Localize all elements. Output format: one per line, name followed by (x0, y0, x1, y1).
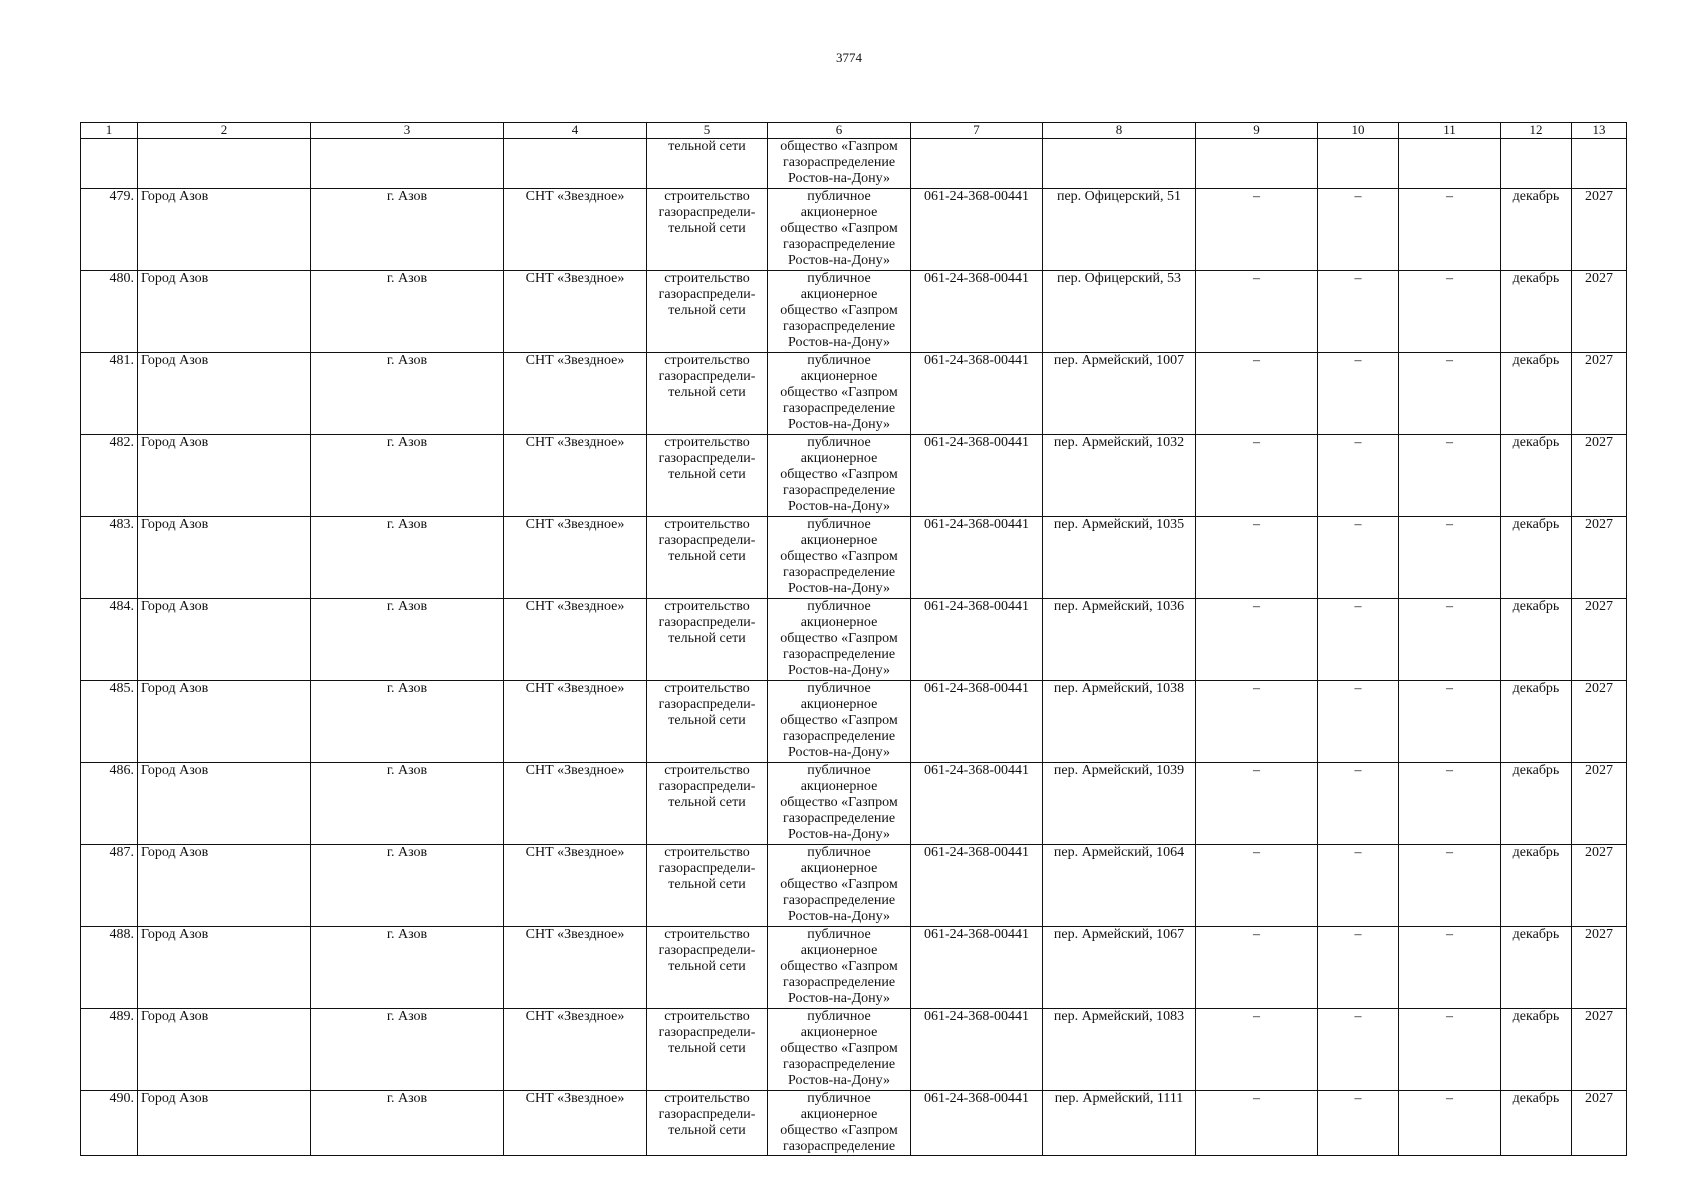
cell-col10: – (1318, 435, 1399, 517)
table-row (81, 599, 1627, 681)
cell-month: декабрь (1501, 517, 1572, 599)
cell-month: декабрь (1501, 681, 1572, 763)
cell-address: пер. Армейский, 1064 (1043, 845, 1196, 927)
column-header-3: 3 (311, 123, 504, 139)
table-row (81, 353, 1627, 435)
cell-code: 061-24-368-00441 (911, 271, 1043, 353)
column-header-2: 2 (138, 123, 311, 139)
cell-col11: – (1399, 435, 1501, 517)
cell-address: пер. Армейский, 1032 (1043, 435, 1196, 517)
table-row (81, 927, 1627, 1009)
cell-municipality: Город Азов (138, 435, 311, 517)
cell-address: пер. Армейский, 1111 (1043, 1091, 1196, 1156)
cell-month: декабрь (1501, 845, 1572, 927)
cell-settlement: г. Азов (311, 927, 504, 1009)
cell-municipality: Город Азов (138, 353, 311, 435)
cell-snt: СНТ «Звездное» (504, 271, 647, 353)
cell-code: 061-24-368-00441 (911, 927, 1043, 1009)
table-row (81, 435, 1627, 517)
cell-year: 2027 (1572, 1091, 1627, 1156)
cell-month: декабрь (1501, 435, 1572, 517)
cell-num: 482. (81, 435, 138, 517)
cell-col9: – (1196, 599, 1318, 681)
cell-month (1501, 139, 1572, 189)
cell-work: строительство газораспредели-тельной сети (647, 1009, 768, 1091)
cell-year: 2027 (1572, 189, 1627, 271)
cell-num: 479. (81, 189, 138, 271)
cell-year: 2027 (1572, 353, 1627, 435)
cell-work: строительство газораспредели-тельной сети (647, 599, 768, 681)
cell-settlement (311, 139, 504, 189)
cell-settlement: г. Азов (311, 681, 504, 763)
cell-col11: – (1399, 763, 1501, 845)
cell-col11: – (1399, 189, 1501, 271)
table-header (81, 123, 1627, 139)
cell-work: строительство газораспредели-тельной сети (647, 763, 768, 845)
cell-address: пер. Армейский, 1039 (1043, 763, 1196, 845)
cell-col11: – (1399, 1009, 1501, 1091)
cell-col10 (1318, 139, 1399, 189)
cell-organization: публичное акционерное общество «Газпром газораспределение Ростов-на-Дону» (768, 1009, 911, 1091)
cell-col11 (1399, 139, 1501, 189)
column-header-13: 13 (1572, 123, 1627, 139)
cell-municipality (138, 139, 311, 189)
cell-settlement: г. Азов (311, 271, 504, 353)
cell-year: 2027 (1572, 763, 1627, 845)
cell-organization: публичное акционерное общество «Газпром газораспределение Ростов-на-Дону» (768, 271, 911, 353)
column-header-9: 9 (1196, 123, 1318, 139)
cell-year: 2027 (1572, 1009, 1627, 1091)
cell-num: 489. (81, 1009, 138, 1091)
cell-month: декабрь (1501, 353, 1572, 435)
table-row (81, 1009, 1627, 1091)
cell-organization: публичное акционерное общество «Газпром газораспределение Ростов-на-Дону» (768, 599, 911, 681)
table-row (81, 517, 1627, 599)
cell-organization: публичное акционерное общество «Газпром газораспределение Ростов-на-Дону» (768, 845, 911, 927)
cell-col9: – (1196, 353, 1318, 435)
cell-snt: СНТ «Звездное» (504, 599, 647, 681)
cell-municipality: Город Азов (138, 189, 311, 271)
cell-code: 061-24-368-00441 (911, 435, 1043, 517)
cell-snt: СНТ «Звездное» (504, 1091, 647, 1156)
cell-col11: – (1399, 599, 1501, 681)
cell-municipality: Город Азов (138, 1091, 311, 1156)
cell-work: строительство газораспредели-тельной сети (647, 517, 768, 599)
cell-col10: – (1318, 681, 1399, 763)
cell-code: 061-24-368-00441 (911, 1091, 1043, 1156)
cell-municipality: Город Азов (138, 763, 311, 845)
column-header-8: 8 (1043, 123, 1196, 139)
cell-month: декабрь (1501, 599, 1572, 681)
cell-snt: СНТ «Звездное» (504, 927, 647, 1009)
cell-col11: – (1399, 681, 1501, 763)
cell-municipality: Город Азов (138, 927, 311, 1009)
cell-month: декабрь (1501, 271, 1572, 353)
cell-work: строительство газораспредели-тельной сети (647, 681, 768, 763)
cell-work: строительство газораспредели-тельной сети (647, 189, 768, 271)
cell-code: 061-24-368-00441 (911, 517, 1043, 599)
cell-col9: – (1196, 1091, 1318, 1156)
cell-num (81, 139, 138, 189)
cell-settlement: г. Азов (311, 353, 504, 435)
cell-municipality: Город Азов (138, 599, 311, 681)
cell-snt: СНТ «Звездное» (504, 763, 647, 845)
cell-year: 2027 (1572, 927, 1627, 1009)
cell-address: пер. Армейский, 1038 (1043, 681, 1196, 763)
cell-settlement: г. Азов (311, 763, 504, 845)
cell-organization: публичное акционерное общество «Газпром газораспределение Ростов-на-Дону» (768, 763, 911, 845)
column-header-10: 10 (1318, 123, 1399, 139)
table-row (81, 681, 1627, 763)
cell-snt: СНТ «Звездное» (504, 435, 647, 517)
cell-col10: – (1318, 271, 1399, 353)
data-table (80, 122, 1627, 1156)
column-header-1: 1 (81, 123, 138, 139)
cell-col10: – (1318, 1091, 1399, 1156)
cell-work: строительство газораспредели-тельной сети (647, 435, 768, 517)
cell-work: тельной сети (647, 139, 768, 189)
page-number: 3774 (836, 50, 862, 65)
cell-settlement: г. Азов (311, 189, 504, 271)
cell-col10: – (1318, 763, 1399, 845)
cell-year: 2027 (1572, 845, 1627, 927)
cell-col10: – (1318, 353, 1399, 435)
cell-num: 488. (81, 927, 138, 1009)
cell-col10: – (1318, 189, 1399, 271)
cell-address: пер. Армейский, 1083 (1043, 1009, 1196, 1091)
cell-num: 480. (81, 271, 138, 353)
cell-col11: – (1399, 845, 1501, 927)
cell-municipality: Город Азов (138, 681, 311, 763)
cell-num: 485. (81, 681, 138, 763)
cell-month: декабрь (1501, 763, 1572, 845)
cell-settlement: г. Азов (311, 517, 504, 599)
cell-col11: – (1399, 927, 1501, 1009)
cell-work: строительство газораспредели-тельной сети (647, 353, 768, 435)
cell-col9: – (1196, 681, 1318, 763)
cell-col9: – (1196, 271, 1318, 353)
cell-work: строительство газораспредели-тельной сети (647, 845, 768, 927)
cell-num: 483. (81, 517, 138, 599)
cell-year: 2027 (1572, 517, 1627, 599)
cell-organization: публичное акционерное общество «Газпром газораспределение Ростов-на-Дону» (768, 681, 911, 763)
cell-num: 484. (81, 599, 138, 681)
cell-municipality: Город Азов (138, 845, 311, 927)
cell-col9 (1196, 139, 1318, 189)
column-header-5: 5 (647, 123, 768, 139)
cell-month: декабрь (1501, 1091, 1572, 1156)
cell-address (1043, 139, 1196, 189)
cell-settlement: г. Азов (311, 435, 504, 517)
cell-address: пер. Армейский, 1035 (1043, 517, 1196, 599)
column-header-12: 12 (1501, 123, 1572, 139)
cell-snt: СНТ «Звездное» (504, 1009, 647, 1091)
cell-col10: – (1318, 845, 1399, 927)
cell-col11: – (1399, 271, 1501, 353)
cell-month: декабрь (1501, 927, 1572, 1009)
cell-work: строительство газораспредели-тельной сети (647, 927, 768, 1009)
table-body (81, 139, 1627, 1156)
cell-work: строительство газораспредели-тельной сети (647, 271, 768, 353)
cell-month: декабрь (1501, 1009, 1572, 1091)
column-header-11: 11 (1399, 123, 1501, 139)
cell-num: 486. (81, 763, 138, 845)
cell-col10: – (1318, 927, 1399, 1009)
cell-municipality: Город Азов (138, 517, 311, 599)
cell-code: 061-24-368-00441 (911, 845, 1043, 927)
cell-col9: – (1196, 189, 1318, 271)
column-header-4: 4 (504, 123, 647, 139)
cell-snt: СНТ «Звездное» (504, 681, 647, 763)
cell-code: 061-24-368-00441 (911, 189, 1043, 271)
cell-code: 061-24-368-00441 (911, 1009, 1043, 1091)
cell-col11: – (1399, 517, 1501, 599)
cell-settlement: г. Азов (311, 1091, 504, 1156)
cell-col10: – (1318, 599, 1399, 681)
cell-col10: – (1318, 1009, 1399, 1091)
cell-year: 2027 (1572, 435, 1627, 517)
cell-organization: публичное акционерное общество «Газпром газораспределение Ростов-на-Дону» (768, 927, 911, 1009)
cell-address: пер. Офицерский, 51 (1043, 189, 1196, 271)
cell-col11: – (1399, 1091, 1501, 1156)
cell-organization: публичное акционерное общество «Газпром газораспределение Ростов-на-Дону» (768, 189, 911, 271)
cell-code: 061-24-368-00441 (911, 599, 1043, 681)
cell-col9: – (1196, 927, 1318, 1009)
cell-col9: – (1196, 517, 1318, 599)
cell-year: 2027 (1572, 681, 1627, 763)
table-row (81, 845, 1627, 927)
table-row (81, 189, 1627, 271)
cell-address: пер. Армейский, 1007 (1043, 353, 1196, 435)
cell-num: 487. (81, 845, 138, 927)
cell-code (911, 139, 1043, 189)
cell-month: декабрь (1501, 189, 1572, 271)
cell-address: пер. Армейский, 1036 (1043, 599, 1196, 681)
cell-code: 061-24-368-00441 (911, 763, 1043, 845)
cell-col9: – (1196, 845, 1318, 927)
cell-col10: – (1318, 517, 1399, 599)
cell-code: 061-24-368-00441 (911, 353, 1043, 435)
cell-col9: – (1196, 435, 1318, 517)
cell-organization: публичное акционерное общество «Газпром газораспределение Ростов-на-Дону» (768, 435, 911, 517)
cell-settlement: г. Азов (311, 1009, 504, 1091)
cell-organization: публичное акционерное общество «Газпром газораспределение Ростов-на-Дону» (768, 353, 911, 435)
column-header-7: 7 (911, 123, 1043, 139)
cell-num: 481. (81, 353, 138, 435)
cell-address: пер. Офицерский, 53 (1043, 271, 1196, 353)
cell-organization: публичное акционерное общество «Газпром газораспределение Ростов-на-Дону» (768, 517, 911, 599)
cell-year (1572, 139, 1627, 189)
cell-col11: – (1399, 353, 1501, 435)
cell-organization: общество «Газпром газораспределение Ростов-на-Дону» (768, 139, 911, 189)
cell-address: пер. Армейский, 1067 (1043, 927, 1196, 1009)
cell-settlement: г. Азов (311, 845, 504, 927)
cell-work: строительство газораспредели-тельной сети (647, 1091, 768, 1156)
cell-municipality: Город Азов (138, 271, 311, 353)
cell-snt: СНТ «Звездное» (504, 353, 647, 435)
cell-snt: СНТ «Звездное» (504, 189, 647, 271)
column-header-6: 6 (768, 123, 911, 139)
table-row (81, 271, 1627, 353)
cell-settlement: г. Азов (311, 599, 504, 681)
cell-snt: СНТ «Звездное» (504, 517, 647, 599)
cell-organization: публичное акционерное общество «Газпром газораспределение (768, 1091, 911, 1156)
table-row (81, 1091, 1627, 1156)
table-row (81, 763, 1627, 845)
cell-year: 2027 (1572, 271, 1627, 353)
continuation-row (81, 139, 1627, 189)
cell-snt (504, 139, 647, 189)
cell-code: 061-24-368-00441 (911, 681, 1043, 763)
cell-municipality: Город Азов (138, 1009, 311, 1091)
cell-num: 490. (81, 1091, 138, 1156)
cell-col9: – (1196, 1009, 1318, 1091)
cell-year: 2027 (1572, 599, 1627, 681)
cell-col9: – (1196, 763, 1318, 845)
header-row (81, 123, 1627, 139)
cell-snt: СНТ «Звездное» (504, 845, 647, 927)
